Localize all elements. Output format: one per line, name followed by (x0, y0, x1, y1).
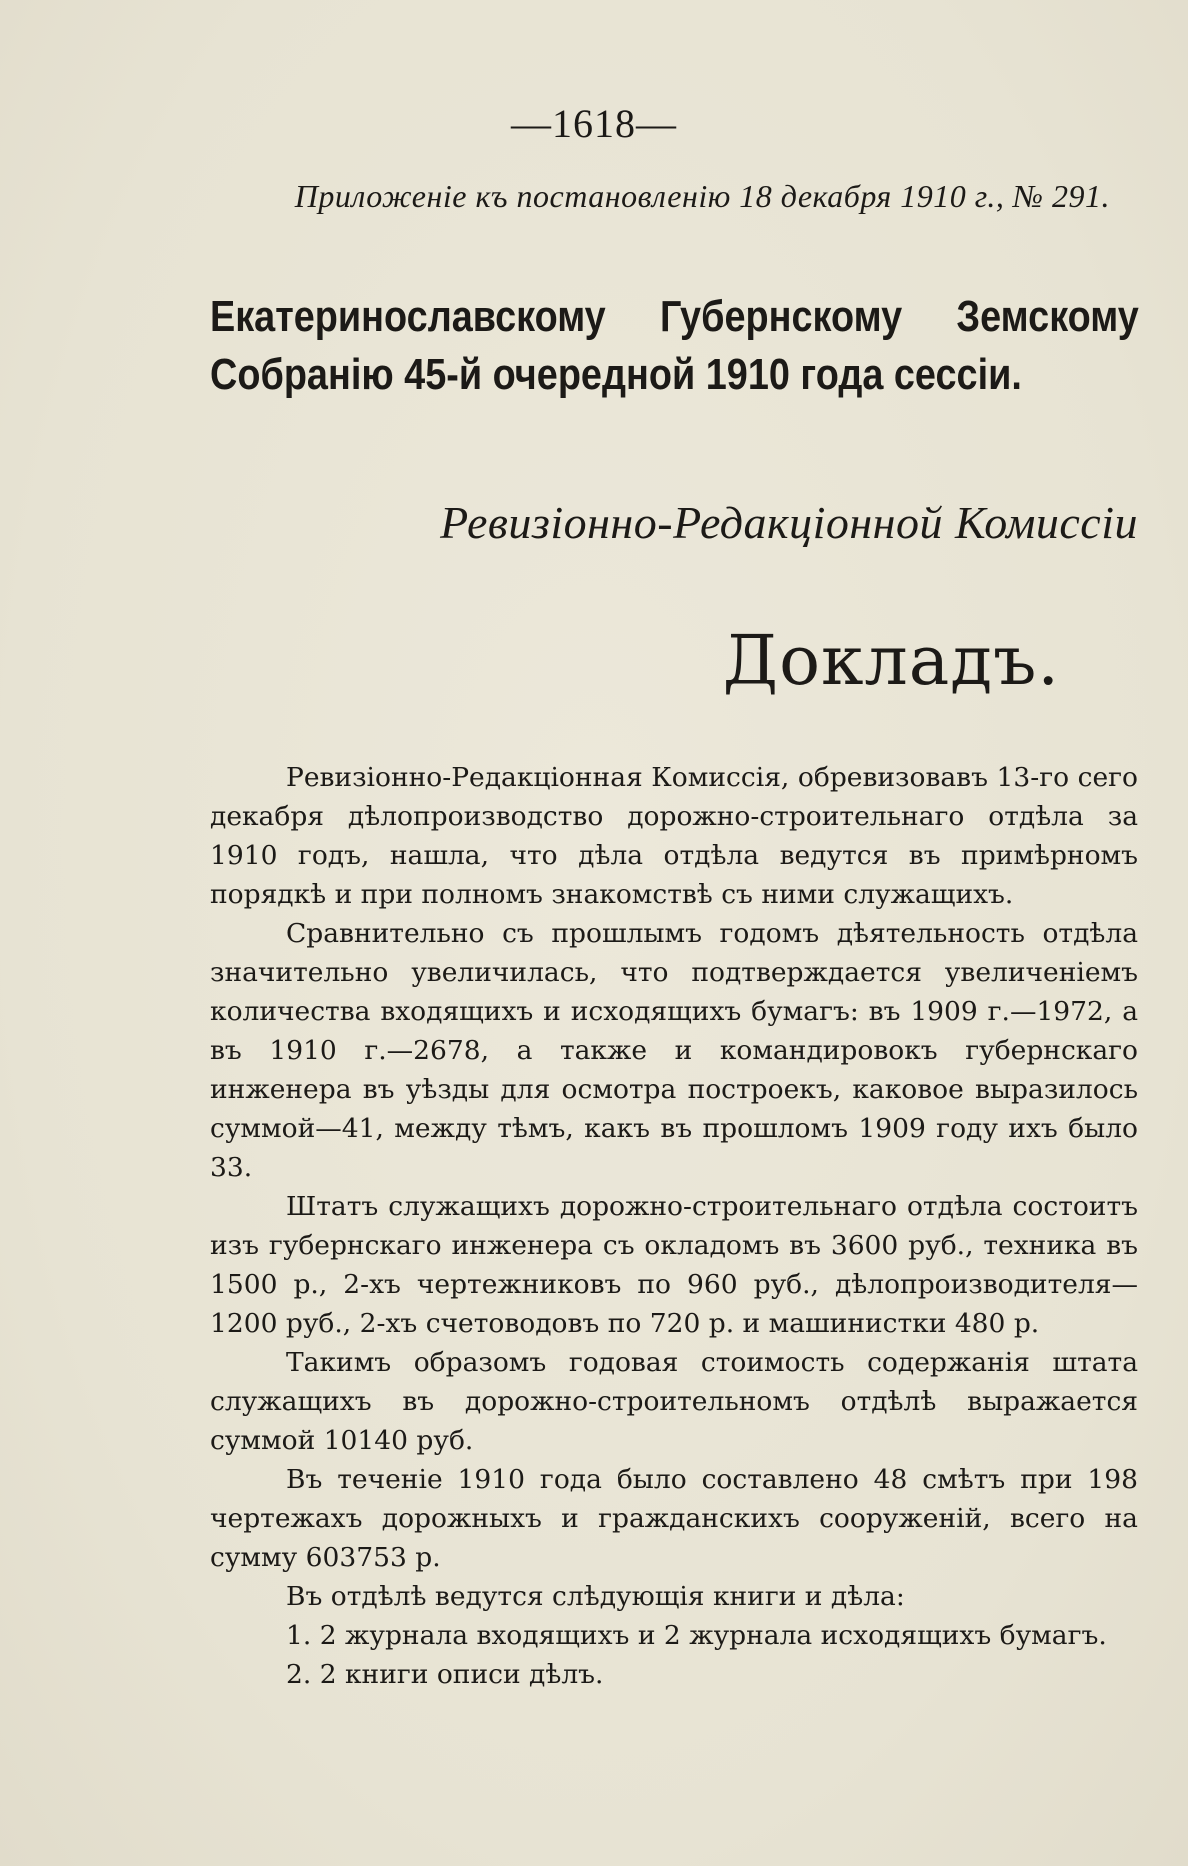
document-heading: Екатеринославскому Губернскому Земскому Собранію 45-й очередной 1910 года сессіи. (210, 292, 1139, 399)
paragraph: Сравнительно съ прошлымъ годомъ дѣятельность отдѣла значительно увеличилась, что подтверждается увеличеніемъ количества входящихъ и исходящихъ бумагъ: въ 1909 г.—1972, а въ 1910 г.—2678, а также и командировокъ губернскаго инженера въ уѣзды для осмотра построекъ, каковое выразилось суммой—41, между тѣмъ, какъ въ прошломъ 1909 году ихъ было 33. (210, 918, 1138, 1183)
list-item: 1. 2 журнала входящихъ и 2 журнала исходящихъ бумагъ. (286, 1620, 1107, 1651)
paragraph: Такимъ образомъ годовая стоимость содержанія штата служащихъ въ дорожно-строительномъ отдѣлѣ выражается суммой 10140 руб. (210, 1347, 1138, 1456)
paragraph: Въ отдѣлѣ ведутся слѣдующія книги и дѣла: (286, 1581, 905, 1612)
appendix-note: Приложеніе къ постановленію 18 декабря 1910 г., № 291. (294, 178, 1110, 214)
paragraph: Ревизіонно-Редакціонная Комиссія, обревизовавъ 13-го сего декабря дѣлопроизводство дорожно-строительнаго отдѣла за 1910 годъ, нашла, что дѣла отдѣла ведутся въ примѣрномъ порядкѣ и при полномъ знакомствѣ съ ними служащихъ. (210, 762, 1138, 910)
paragraph: Штатъ служащихъ дорожно-строительнаго отдѣла состоитъ изъ губернскаго инженера съ окладомъ въ 3600 руб., техника въ 1500 р., 2-хъ чертежниковъ по 960 руб., дѣлопроизводителя—1200 руб., 2-хъ счетоводовъ по 720 р. и машинистки 480 р. (210, 1191, 1138, 1339)
paragraph: Въ теченіе 1910 года было составлено 48 смѣтъ при 198 чертежахъ дорожныхъ и гражданскихъ сооруженій, всего на сумму 603753 р. (210, 1464, 1138, 1573)
page-number: —1618— (511, 101, 677, 146)
commission-name: Ревизіонно-Редакціонной Комиссіи (440, 497, 1138, 548)
document-title: Докладъ. (722, 622, 1060, 701)
report-body (210, 758, 1138, 1694)
list-item: 2. 2 книги описи дѣлъ. (286, 1659, 604, 1690)
